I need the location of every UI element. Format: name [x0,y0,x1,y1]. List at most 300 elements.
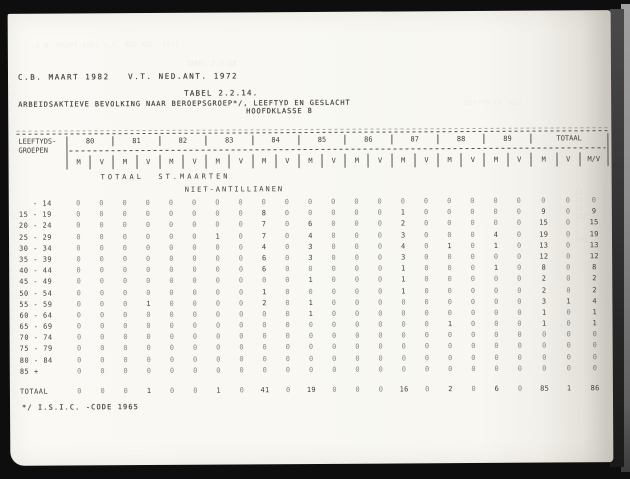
value-cell: 1 [592,319,598,328]
value-cell: 0 [447,331,453,340]
value-cell: 3 [400,230,406,240]
value-cell: 0 [331,320,337,329]
value-cell: 0 [354,287,360,296]
value-cell: 0 [377,219,383,228]
sex-column-header: V [414,153,437,167]
subsection-header: NIET-ANTILLIANEN [184,185,285,194]
value-cell: 0 [354,242,360,251]
sex-column-header: M [113,155,136,169]
value-cell: 0 [99,266,105,275]
value-cell: 0 [423,208,429,217]
value-cell: 0 [76,344,82,353]
value-cell: 0 [215,265,221,274]
value-cell: 0 [238,220,244,229]
value-cell: 4 [308,231,313,240]
value-cell: 0 [239,332,244,341]
value-cell: 0 [284,231,290,240]
age-group-label: 75 - 79 [19,345,53,354]
value-cell: 0 [355,331,360,340]
value-cell: 0 [592,330,598,339]
value-cell: 0 [192,321,198,330]
value-cell: 0 [308,209,313,218]
total-row [18,383,610,398]
value-cell: 0 [470,297,476,306]
value-cell: 0 [192,277,198,286]
value-cell: 0 [99,199,104,208]
value-cell: 0 [169,310,175,319]
value-cell: 1 [493,241,499,250]
value-cell: 0 [285,343,291,352]
value-cell: 0 [494,297,499,306]
value-cell: 0 [285,298,290,307]
value-cell: 0 [285,242,290,251]
value-cell: 1 [308,276,314,285]
bleedthrough-text: TABEL 2.2.15 [185,59,237,68]
value-cell: 0 [238,198,243,207]
value-cell: 1 [592,308,597,317]
value-cell: 0 [542,353,547,362]
value-cell: 0 [332,385,337,394]
value-cell: 0 [100,322,105,331]
table-title: ARBEIDSAKTIEVE BEVOLKING NAAR BEROEPSGROEP*/, LEEFTYD EN GESLACHT [18,98,351,109]
value-cell: 0 [100,333,105,342]
age-group-label: 70 - 74 [19,333,53,343]
value-cell: 86 [590,384,600,393]
value-cell: 0 [377,242,383,251]
value-cell: 19 [306,385,316,395]
value-cell: 0 [566,319,572,328]
value-cell: 0 [424,365,430,374]
value-cell: 0 [470,264,476,273]
sex-column-header: M [437,153,460,167]
value-cell: 0 [494,342,499,351]
value-cell: 0 [542,330,547,339]
value-cell: 0 [285,265,290,274]
value-cell: 0 [517,308,522,317]
value-cell: 0 [470,196,475,206]
value-cell: 0 [566,285,571,294]
value-cell: 0 [516,207,522,216]
value-cell: 0 [447,197,452,206]
value-cell: 0 [377,231,383,240]
value-cell: 0 [169,366,175,375]
value-cell: 1 [400,208,406,217]
value-cell: 0 [76,311,82,320]
value-cell: 2 [262,298,267,307]
value-cell: 0 [377,208,383,217]
value-cell: 0 [169,254,174,263]
value-cell: 0 [169,333,175,342]
value-cell: 0 [591,196,597,205]
value-cell: 9 [541,207,546,216]
value-cell: 0 [100,367,105,376]
value-cell: 0 [285,276,290,285]
value-cell: 0 [401,354,407,363]
value-cell: 6 [261,254,267,263]
value-cell: 0 [100,344,105,353]
value-cell: 0 [192,332,198,341]
value-cell: 0 [355,309,360,318]
column-group-header: 86 [345,135,391,145]
value-cell: 0 [193,366,198,375]
value-cell: 0 [192,232,197,241]
value-cell: 0 [239,386,245,395]
age-group-label: 80 - 84 [19,356,53,365]
value-cell: 0 [493,196,499,205]
age-group-label: 85 + [19,367,39,376]
value-cell: 0 [470,286,476,295]
value-cell: 0 [331,276,337,285]
column-group-header: 82 [159,136,205,146]
value-cell: 0 [517,364,523,373]
value-cell: 0 [378,298,383,307]
value-cell: 1 [541,319,547,328]
value-cell: 8 [592,263,597,272]
value-cell: 0 [168,221,174,230]
value-cell: 13 [539,241,549,250]
age-group-label: 30 - 34 [19,244,53,253]
value-cell: 0 [470,252,476,261]
value-cell: 0 [471,320,476,329]
value-cell: 19 [539,230,549,239]
value-cell: 0 [494,353,499,362]
value-cell: 1 [447,320,453,329]
column-group-header: 84 [252,135,298,145]
value-cell: 0 [284,209,290,218]
value-cell: 0 [424,320,430,329]
value-cell: 0 [122,221,128,230]
age-group-label: 25 - 29 [18,233,53,242]
value-cell: 0 [122,266,128,275]
value-cell: 19 [589,229,599,238]
value-cell: 0 [592,364,598,373]
value-cell: 3 [308,242,313,251]
value-cell: 0 [470,241,476,250]
value-cell: 4 [261,243,267,252]
value-cell: 0 [239,321,244,330]
value-cell: 6 [494,384,500,393]
value-cell: 0 [99,210,104,219]
value-cell: 0 [355,385,361,394]
value-cell: 0 [262,321,267,330]
value-cell: 0 [494,364,500,373]
value-cell: 0 [447,253,452,262]
value-cell: 1 [541,308,547,317]
value-cell: 0 [355,343,360,352]
value-cell: 0 [378,320,383,329]
value-cell: 0 [215,220,220,229]
value-cell: 0 [238,231,244,241]
value-cell: 0 [517,297,522,306]
value-cell: 0 [76,244,81,253]
value-cell: 3 [308,253,313,262]
value-cell: 0 [262,276,267,285]
value-cell: 0 [425,385,430,394]
age-group-label: 55 - 59 [19,300,53,309]
value-cell: 0 [494,308,499,317]
value-cell: 1 [447,241,452,250]
value-cell: 0 [192,254,197,263]
value-cell: 0 [471,331,476,340]
value-cell: 0 [192,299,198,308]
value-cell: 0 [377,253,383,262]
value-cell: 0 [424,286,430,295]
value-cell: 0 [169,355,175,364]
value-cell: 0 [354,208,359,217]
value-cell: 0 [76,266,82,275]
value-cell: 0 [424,264,429,273]
value-cell: 0 [592,352,598,361]
column-group-header-total: TOTAAL [530,133,608,143]
age-group-label: 20 - 24 [18,221,52,231]
value-cell: 0 [284,220,290,229]
value-cell: 0 [401,365,407,374]
value-cell: 0 [424,242,429,251]
value-cell: 0 [99,244,105,253]
value-cell: 0 [354,298,360,307]
sex-column-header: M [66,155,89,169]
value-cell: 4 [400,242,406,251]
value-cell: 0 [146,333,152,342]
value-cell: 8 [261,209,267,218]
value-cell: 0 [331,309,337,318]
value-cell: 0 [424,253,429,262]
value-cell: 13 [589,240,599,250]
value-cell: 0 [239,299,244,308]
value-cell: 0 [168,210,174,219]
value-cell: 0 [261,198,267,207]
value-cell: 0 [566,241,571,250]
sex-column-header: M [345,154,368,168]
value-cell: 0 [517,342,523,351]
value-cell: 0 [123,355,128,364]
value-cell: 0 [447,342,453,351]
value-cell: 0 [378,354,384,363]
value-cell: 0 [169,288,174,297]
value-cell: 0 [192,243,197,252]
value-cell: 0 [146,322,151,331]
value-cell: 0 [122,210,128,219]
value-cell: 0 [377,197,383,206]
value-cell: 0 [378,385,384,394]
value-cell: 8 [541,263,547,272]
column-group-header: 83 [205,135,251,145]
value-cell: 0 [516,230,522,239]
age-group-label: 65 - 69 [19,322,53,331]
value-cell: 0 [76,221,81,230]
value-cell: 0 [332,354,337,363]
value-cell: 0 [99,311,105,320]
value-cell: 0 [471,353,476,362]
value-cell: 0 [100,355,105,364]
value-cell: 6 [261,265,267,274]
value-cell: 0 [192,198,197,207]
value-cell: 0 [99,232,105,241]
value-cell: 0 [332,365,337,374]
value-cell: 0 [285,310,291,319]
sex-column-header: V [229,154,252,168]
value-cell: 0 [285,386,291,395]
value-cell: 0 [192,209,197,218]
age-group-label: 45 - 49 [19,277,53,287]
value-cell: 0 [331,242,336,251]
value-cell: 12 [539,252,549,261]
value-cell: 0 [285,332,291,341]
value-cell: 0 [123,299,128,308]
value-cell: 0 [239,355,244,364]
value-cell: 0 [285,287,290,296]
value-cell: 0 [494,319,499,328]
value-cell: 0 [401,320,407,329]
value-cell: 1 [146,386,152,396]
sex-column-header: V [368,154,391,168]
value-cell: 0 [378,331,383,340]
sex-column-header: V [275,154,298,168]
value-cell: 0 [192,355,198,364]
value-cell: 2 [448,385,453,394]
value-cell: 3 [401,253,406,262]
value-cell: 0 [262,332,267,341]
age-group-label: 35 - 39 [19,255,53,264]
value-cell: 0 [471,342,476,351]
value-cell: 0 [447,230,452,239]
value-cell: 0 [493,219,499,228]
value-cell: 0 [493,252,499,261]
value-cell: 0 [76,232,81,241]
value-cell: 0 [169,243,174,252]
value-cell: 0 [169,344,175,353]
value-cell: 0 [331,220,336,229]
value-cell: 0 [354,220,360,229]
value-cell: 0 [192,265,197,274]
value-cell: 2 [592,274,597,283]
column-group-header: 88 [437,134,483,144]
value-cell: 0 [448,364,453,373]
value-cell: 0 [542,341,547,351]
value-cell: 0 [238,265,244,274]
value-cell: 0 [354,276,360,285]
value-cell: 0 [566,353,572,362]
age-group-label: 40 - 44 [19,266,53,275]
value-cell: 0 [239,310,244,319]
value-cell: 0 [262,310,267,319]
value-cell: 0 [401,309,406,318]
value-cell: 0 [216,332,221,341]
value-cell: 0 [377,275,383,284]
bleedthrough-text: C.B. MAART 1982 V.T. NED.ANT. 1972 [35,40,180,50]
value-cell: 0 [470,308,476,317]
value-cell: 0 [239,366,244,375]
value-cell: 0 [516,219,522,228]
sex-column-header: M [159,155,182,169]
value-cell: 0 [192,221,197,230]
value-cell: 0 [192,310,198,319]
sex-column-header: V [507,153,530,167]
value-cell: 0 [76,288,82,297]
value-cell: 0 [354,231,360,240]
row-header-spacer [16,155,66,169]
value-cell: 1 [493,263,499,273]
age-group-label: - 14 [18,199,52,208]
value-cell: 0 [331,298,337,307]
value-cell: 0 [565,196,571,205]
value-cell: 0 [76,277,82,286]
value-cell: 0 [424,309,430,318]
value-cell: 0 [215,288,221,297]
value-cell: 0 [541,196,546,205]
value-cell: 0 [308,287,314,296]
value-cell: 0 [377,264,383,273]
value-cell: 0 [493,208,499,217]
value-cell: 0 [378,287,383,296]
value-cell: 0 [308,332,314,341]
value-cell: 0 [122,232,128,241]
value-cell: 0 [517,275,522,284]
value-cell: 0 [592,341,598,350]
value-cell: 0 [216,355,221,364]
value-cell: 0 [308,365,314,374]
column-group-header: 81 [113,136,159,146]
footnote: */ I.S.I.C. -CODE 1965 [22,403,139,412]
value-cell: 0 [331,332,337,341]
value-cell: 0 [238,243,244,252]
value-cell: 0 [215,198,220,207]
value-cell: 1 [308,298,314,307]
column-group-header: 80 [66,136,112,146]
value-cell: 0 [566,364,572,373]
value-cell: 0 [355,365,360,374]
value-cell: 0 [331,287,337,296]
value-cell: 0 [145,254,151,263]
value-cell: 0 [169,277,174,286]
age-group-label: 60 - 64 [19,311,53,320]
value-cell: 0 [378,365,384,374]
value-cell: 0 [354,197,359,206]
value-cell: 0 [123,333,128,342]
value-cell: 0 [216,343,221,353]
value-cell: 0 [424,297,430,306]
sex-column-header: M [206,154,229,168]
sex-column-header: V [461,153,484,167]
value-cell: 0 [448,353,453,362]
column-group-header: 89 [484,134,530,144]
value-cell: 1 [308,309,314,318]
value-cell: 6 [308,220,313,229]
value-cell: 0 [494,286,499,295]
value-cell: 0 [99,288,105,297]
value-cell: 0 [123,310,128,320]
value-cell: 0 [566,308,571,317]
value-cell: 0 [146,310,151,319]
value-cell: 0 [122,255,128,264]
value-cell: 0 [145,232,151,241]
value-cell: 0 [517,263,522,272]
value-cell: 0 [355,354,360,363]
value-cell: 0 [215,254,221,263]
value-cell: 0 [169,265,174,274]
value-cell: 0 [424,353,430,362]
value-cell: 0 [517,286,522,295]
value-cell: 0 [285,354,291,363]
value-cell: 0 [192,288,198,297]
value-cell: 0 [308,354,314,363]
age-group-label: 15 - 19 [18,210,52,219]
value-cell: 0 [470,275,476,284]
scanned-page [8,10,614,466]
value-cell: 15 [589,218,599,227]
value-cell: 0 [123,322,128,331]
value-cell: 0 [146,355,152,364]
